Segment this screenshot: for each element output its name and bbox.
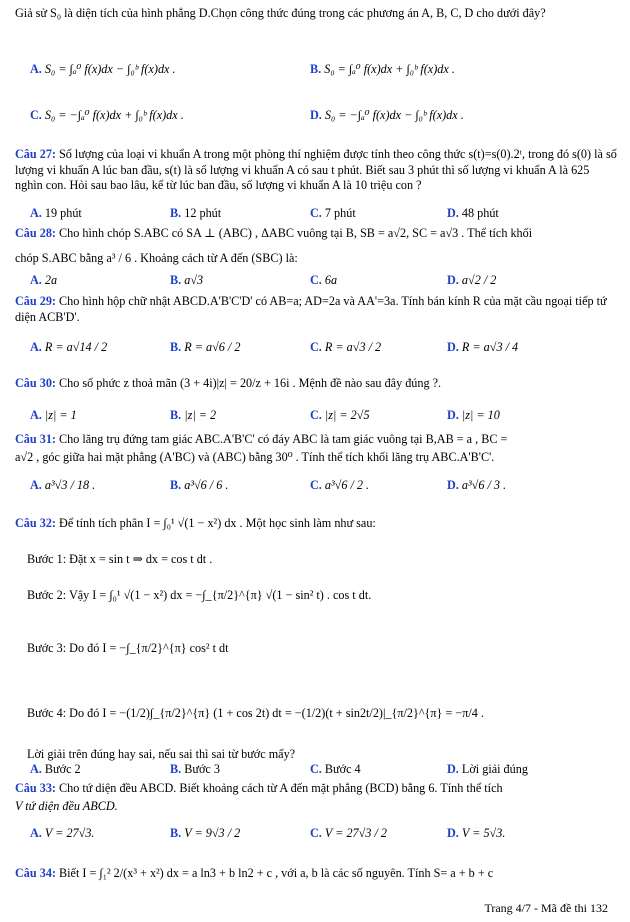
option-label: A.	[30, 478, 42, 492]
option-text: |z| = 2	[184, 408, 217, 422]
solution-step-3: Bước 3: Do đó I = −∫_{π/2}^{π} cos² t dt	[27, 641, 229, 655]
option-text: |z| = 1	[44, 408, 77, 422]
question-number: Câu 33:	[15, 781, 56, 795]
option-text: Lời giải đúng	[461, 762, 528, 776]
question-text: Cho lăng trụ đứng tam giác ABC.A'B'C' có đáy ABC là tam giác vuông tại B,AB = a , BC =	[59, 432, 508, 446]
question-31-options	[15, 478, 617, 498]
option-label: A.	[30, 762, 42, 776]
option-text: a√2 / 2	[461, 273, 497, 287]
option-label: A.	[30, 826, 42, 840]
question-number: Câu 34:	[15, 866, 56, 880]
option-label: C.	[310, 478, 322, 492]
option-label: C.	[310, 340, 322, 354]
option-label: C.	[310, 273, 322, 287]
option-label: A.	[30, 340, 42, 354]
question-number: Câu 31:	[15, 432, 56, 446]
option-label: D.	[447, 273, 459, 287]
option-text: |z| = 2√5	[324, 408, 370, 422]
option-text: a³√6 / 3 .	[461, 478, 507, 492]
option-label: D.	[447, 762, 459, 776]
option-text: Bước 3	[184, 762, 220, 776]
option-text: S₀ = ∫ₐ⁰ f(x)dx − ∫₀ᵇ f(x)dx .	[44, 62, 176, 76]
option-text: 6a	[324, 273, 338, 287]
option-label: B.	[170, 408, 182, 422]
option-text: S₀ = −∫ₐ⁰ f(x)dx − ∫₀ᵇ f(x)dx .	[324, 108, 464, 122]
question-31-line2: a√2 , góc giữa hai mặt phẳng (A'BC) và (ABC) bằng 30⁰ . Tính thể tích khối lăng trụ ABC.A'B'C'.	[15, 450, 495, 464]
question-number: Câu 30:	[15, 376, 56, 390]
question-28-line2: chóp S.ABC bằng a³ / 6 . Khoảng cách từ A đến (SBC) là:	[15, 251, 298, 265]
question-30	[15, 376, 617, 392]
option-text: a³√6 / 2 .	[324, 478, 370, 492]
solution-step-1: Bước 1: Đặt x = sin t ⇒ dx = cos t dt .	[27, 552, 213, 566]
option-text: 2a	[44, 273, 58, 287]
question-28	[15, 226, 617, 242]
question-text: Số lượng của loại vi khuẩn A trong một phòng thí nghiệm được tính theo công thức s(t)=s(0).2ᵗ, trong đó s(0) là số lượng vi khuẩn A lúc ban đầu, s(t) là số lượng vi khuẩn A có sau t phút. Biết sau 3 phút thì số lượng vi khuẩn A là 625 nghìn con. Hỏi sau bao lâu, kể từ lúc ban đầu, số lượng vi khuẩn A là 10 triệu con ?	[15, 147, 617, 193]
question-text: Biết I = ∫₁² 2/(x³ + x²) dx = a ln3 + b ln2 + c , với a, b là các số nguyên. Tính S= a + b + c	[59, 866, 494, 880]
option-label: D.	[447, 478, 459, 492]
question-text: Cho hình hộp chữ nhật ABCD.A'B'C'D' có AB=a; AD=2a và AA'=3a. Tính bán kính R của mặt cầu ngoại tiếp tứ diện ACB'D'.	[15, 294, 607, 324]
question-27	[15, 147, 617, 194]
option-label: A.	[30, 62, 42, 76]
option-text: R = a√6 / 2	[184, 340, 241, 354]
option-label: D.	[310, 108, 322, 122]
option-text: a³√6 / 6 .	[184, 478, 229, 492]
option-label: A.	[30, 206, 42, 220]
page-footer: Trang 4/7 - Mã đề thi 132	[484, 901, 608, 915]
option-label: B.	[170, 206, 182, 220]
question-31	[15, 432, 617, 448]
option-text: V = 9√3 / 2	[184, 826, 241, 840]
option-text: R = a√3 / 2	[324, 340, 382, 354]
option-label: B.	[170, 762, 182, 776]
question-33-line2: V tứ diện đều ABCD.	[15, 799, 118, 813]
question-number: Câu 28:	[15, 226, 56, 240]
option-label: A.	[30, 408, 42, 422]
question-32	[15, 516, 617, 532]
option-text: V = 27√3.	[44, 826, 95, 840]
option-text: R = a√3 / 4	[461, 340, 519, 354]
option-text: 12 phút	[184, 206, 222, 220]
option-label: B.	[310, 62, 322, 76]
solution-step-2: Bước 2: Vậy I = ∫₀¹ √(1 − x²) dx = −∫_{π/2}^{π} √(1 − sin² t) . cos t dt.	[27, 588, 372, 602]
question-27-options	[15, 206, 617, 226]
option-label: C.	[310, 762, 322, 776]
option-label: D.	[447, 826, 459, 840]
option-label: D.	[447, 206, 459, 220]
option-text: |z| = 10	[461, 408, 500, 422]
option-text: 48 phút	[461, 206, 499, 220]
option-label: B.	[170, 478, 182, 492]
question-text: Cho tứ diện đều ABCD. Biết khoảng cách từ A đến mặt phẳng (BCD) bằng 6. Tính thể tích	[59, 781, 503, 795]
question-29	[15, 294, 617, 325]
option-text: a√3	[184, 273, 204, 287]
question-32-prompt: Lời giải trên đúng hay sai, nếu sai thì sai từ bước mấy?	[27, 747, 296, 761]
question-33-options	[15, 826, 617, 846]
option-label: C.	[310, 206, 322, 220]
option-text: a³√3 / 18 .	[44, 478, 96, 492]
question-number: Câu 32:	[15, 516, 56, 530]
option-label: A.	[30, 273, 42, 287]
question-32-options	[15, 762, 617, 782]
solution-step-4: Bước 4: Do đó I = −(1/2)∫_{π/2}^{π} (1 + cos 2t) dt = −(1/2)(t + sin2t/2)|_{π/2}^{π} = −π/4 .	[27, 706, 484, 720]
option-text: Bước 2	[44, 762, 81, 776]
option-label: B.	[170, 826, 182, 840]
option-label: C.	[30, 108, 42, 122]
intro-options-row1	[15, 62, 617, 82]
option-label: D.	[447, 408, 459, 422]
question-text: Để tính tích phân I = ∫₀¹ √(1 − x²) dx . Một học sinh làm như sau:	[59, 516, 376, 530]
option-text: V = 5√3.	[461, 826, 506, 840]
option-label: D.	[447, 340, 459, 354]
question-number: Câu 29:	[15, 294, 56, 308]
option-label: C.	[310, 408, 322, 422]
intro-question: Giả sử S₀ là diện tích của hình phẳng D.Chọn công thức đúng trong các phương án A, B, C, D cho dưới đây?	[15, 6, 546, 20]
question-text: Cho hình chóp S.ABC có SA ⊥ (ABC) , ΔABC vuông tại B, SB = a√2, SC = a√3 . Thể tích khối	[59, 226, 533, 240]
option-label: B.	[170, 340, 182, 354]
intro-options-row2	[15, 108, 617, 128]
option-text: R = a√14 / 2	[44, 340, 108, 354]
question-number: Câu 27:	[15, 147, 56, 161]
option-text: 7 phút	[324, 206, 356, 220]
question-29-options	[15, 340, 617, 360]
option-text: V = 27√3 / 2	[324, 826, 387, 840]
question-text: Cho số phức z thoả mãn (3 + 4i)|z| = 20/z + 16i . Mệnh đề nào sau đây đúng ?.	[59, 376, 442, 390]
question-28-options	[15, 273, 617, 293]
option-text: Bước 4	[324, 762, 361, 776]
option-label: C.	[310, 826, 322, 840]
option-text: S₀ = ∫ₐ⁰ f(x)dx + ∫₀ᵇ f(x)dx .	[324, 62, 455, 76]
question-33	[15, 781, 617, 797]
option-label: B.	[170, 273, 182, 287]
option-text: S₀ = −∫ₐ⁰ f(x)dx + ∫₀ᵇ f(x)dx .	[44, 108, 184, 122]
option-text: 19 phút	[44, 206, 82, 220]
question-30-options	[15, 408, 617, 428]
question-34	[15, 866, 617, 882]
